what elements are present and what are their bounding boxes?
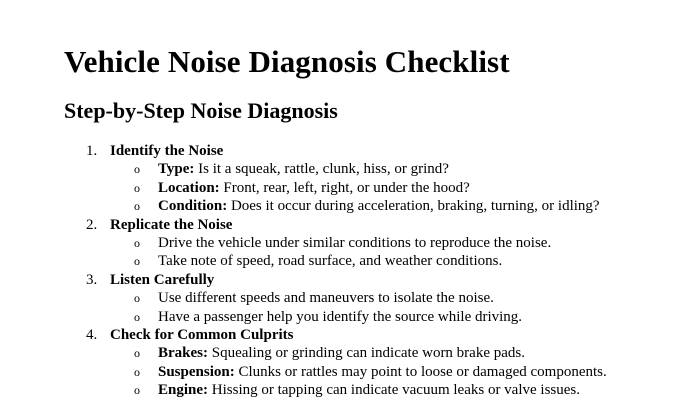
item-term: Condition: <box>158 198 228 215</box>
step-number: 1. <box>86 143 98 159</box>
hollow-bullet-icon: o <box>134 180 140 195</box>
sub-list-item <box>110 308 693 326</box>
step-sub-list <box>110 234 693 271</box>
hollow-bullet-icon: o <box>134 199 140 214</box>
item-text: Use different speeds and maneuvers to isolate the noise. <box>158 290 494 307</box>
hollow-bullet-icon: o <box>134 383 140 398</box>
step-sub-list <box>110 289 693 326</box>
sub-list-item <box>110 344 693 362</box>
sub-list-item <box>110 234 693 252</box>
step-item <box>64 142 693 216</box>
step-item <box>64 271 693 326</box>
item-text: Is it a squeak, rattle, clunk, hiss, or grind? <box>194 161 449 178</box>
step-number: 3. <box>86 271 98 288</box>
step-sub-list <box>110 160 693 215</box>
sub-list-item <box>110 179 693 197</box>
page-title: Vehicle Noise Diagnosis Checklist <box>64 44 510 79</box>
step-title: Identify the Noise <box>110 143 224 159</box>
sub-list-item <box>110 197 693 215</box>
item-term: Brakes: <box>158 345 208 362</box>
item-term: Type: <box>158 161 195 178</box>
hollow-bullet-icon: o <box>134 309 140 324</box>
sub-list-item <box>110 252 693 270</box>
sub-list-item <box>110 160 693 178</box>
item-text: Clunks or rattles may point to loose or damaged components. <box>234 363 607 380</box>
hollow-bullet-icon: o <box>134 254 140 269</box>
section-heading: Step-by-Step Noise Diagnosis <box>64 98 338 123</box>
step-title: Check for Common Culprits <box>110 327 294 344</box>
item-term: Engine: <box>158 382 209 399</box>
item-term: Suspension: <box>158 363 235 380</box>
hollow-bullet-icon: o <box>134 236 140 251</box>
sub-list-item <box>110 289 693 307</box>
step-sub-list <box>110 344 693 399</box>
step-title: Listen Carefully <box>110 271 215 288</box>
item-text: Take note of speed, road surface, and weather conditions. <box>158 253 503 270</box>
item-term: Location: <box>158 179 220 196</box>
item-text: Front, rear, left, right, or under the hood? <box>219 179 470 196</box>
sub-list-item <box>110 363 693 381</box>
hollow-bullet-icon: o <box>134 364 140 379</box>
item-text: Squealing or grinding can indicate worn brake pads. <box>208 345 525 362</box>
step-item <box>64 216 693 271</box>
hollow-bullet-icon: o <box>134 162 140 177</box>
hollow-bullet-icon: o <box>134 346 140 361</box>
step-title: Replicate the Noise <box>110 216 233 233</box>
sub-list-item <box>110 381 693 399</box>
steps-list <box>64 142 693 400</box>
item-text: Drive the vehicle under similar conditions to reproduce the noise. <box>158 235 552 252</box>
step-number: 2. <box>86 216 98 233</box>
item-text: Hissing or tapping can indicate vacuum leaks or valve issues. <box>208 382 581 399</box>
item-text: Have a passenger help you identify the source while driving. <box>158 308 523 325</box>
item-text: Does it occur during acceleration, braking, turning, or idling? <box>227 198 600 215</box>
step-item <box>64 326 693 400</box>
step-number: 4. <box>86 327 98 344</box>
hollow-bullet-icon: o <box>134 291 140 306</box>
